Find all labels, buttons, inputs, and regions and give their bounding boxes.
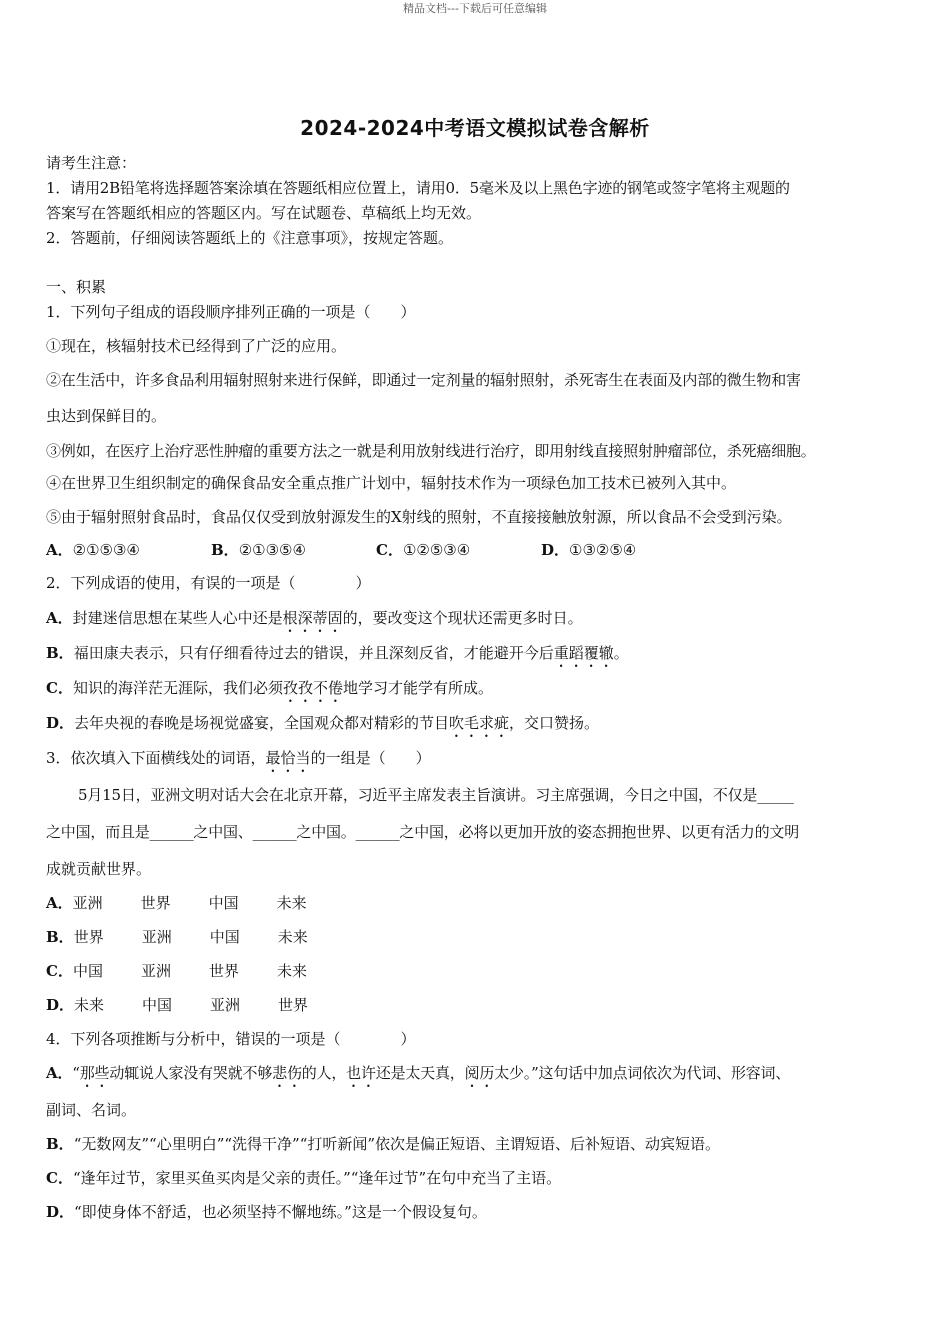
section-heading: 一、积累 — [46, 278, 107, 296]
q4-option-d[interactable] — [46, 1201, 916, 1222]
q4-stem: 4．下列各项推断与分析中，错误的一项是（ ） — [46, 1030, 416, 1048]
q1-sentence-5: ⑤由于辐射照射食品时，食品仅仅受到放射源发生的X射线的照射，不直接接触放射源，所以食品不会受到污染。 — [46, 508, 792, 526]
q4-option-a[interactable] — [46, 1062, 916, 1091]
notice-line-1a: 1．请用2B铅笔将选择题答案涂填在答题纸相应位置上，请用0．5毫米及以上黑色字迹的钢笔或签字笔将主观题的 — [46, 179, 790, 197]
q3-option-a[interactable] — [46, 892, 916, 913]
option-text-post: ，交口赞扬。 — [509, 714, 600, 732]
option-letter: C． — [376, 541, 403, 559]
dotted-idiom: 根深蒂固 — [282, 609, 343, 627]
header-watermark: 精品文档---下载后可任意编辑 — [403, 2, 547, 15]
option-text-pre: 封建迷信思想在某些人心中还是 — [72, 609, 283, 627]
text-part: “ — [72, 1064, 80, 1082]
q2-option-a[interactable] — [46, 607, 916, 636]
q1-option-b[interactable] — [211, 539, 376, 560]
option-letter: C． — [46, 679, 73, 697]
option-word: 世界 — [278, 996, 309, 1014]
option-word: 世界 — [140, 894, 171, 912]
option-text: ②①③⑤④ — [238, 541, 306, 559]
option-text: ①③②⑤④ — [569, 541, 637, 559]
option-text-post: 的，要改变这个现状还需更多时日。 — [342, 609, 583, 627]
notice-line-1b: 答案写在答题纸相应的答题区内。写在试题卷、草稿纸上均无效。 — [46, 204, 482, 222]
page-title: 2024-2024中考语文模拟试卷含解析 — [300, 116, 650, 140]
dotted-word: 那些 — [79, 1064, 110, 1082]
option-word: 中国 — [208, 894, 239, 912]
option-letter: D． — [46, 714, 75, 732]
stem-dotted: 最恰当 — [265, 749, 311, 767]
option-word: 中国 — [142, 996, 173, 1014]
option-word: 中国 — [72, 962, 103, 980]
q1-option-d[interactable] — [541, 539, 706, 560]
q2-option-c[interactable] — [46, 677, 916, 706]
q4-option-b[interactable] — [46, 1133, 916, 1154]
q2-option-b[interactable] — [46, 642, 916, 671]
q3-stem — [46, 747, 916, 776]
option-word: 亚洲 — [72, 894, 103, 912]
text-part: 的人， — [301, 1064, 347, 1082]
option-word: 世界 — [208, 962, 239, 980]
q1-sentence-3: ③例如，在医疗上治疗恶性肿瘤的重要方法之一就是利用放射线进行治疗，即用射线直接照射肿瘤部位，杀死癌细胞。 — [46, 442, 816, 460]
option-word: 未来 — [276, 962, 307, 980]
option-letter: D． — [46, 1203, 75, 1221]
q2-stem: 2．下列成语的使用，有误的一项是（ ） — [46, 574, 371, 592]
option-text-post: 。 — [613, 644, 629, 662]
dotted-idiom: 重蹈覆辙 — [553, 644, 614, 662]
q1-option-c[interactable] — [376, 539, 541, 560]
option-text-pre: 知识的海洋茫无涯际，我们必须 — [72, 679, 283, 697]
q1-sentence-4: ④在世界卫生组织制定的确保食品安全重点推广计划中，辐射技术作为一项绿色加工技术已被列入其中。 — [46, 474, 737, 492]
option-text-pre: 去年央视的春晚是场视觉盛宴，全国观众都对精彩的节目 — [74, 714, 450, 732]
dotted-idiom: 吹毛求疵 — [449, 714, 510, 732]
option-text: ①②⑤③④ — [402, 541, 471, 559]
option-letter: B． — [46, 644, 74, 662]
option-text: “无数网友”“心里明白”“洗得干净”“打听新闻”依次是偏正短语、主谓短语、后补短语、动宾短语。 — [73, 1135, 721, 1153]
q1-option-a[interactable] — [46, 539, 211, 560]
stem-pre: 3．依次填入下面横线处的词语， — [46, 749, 266, 767]
q3-passage-line-3: 成就贡献世界。 — [46, 860, 152, 878]
notice-heading: 请考生注意： — [46, 154, 137, 172]
q3-option-b[interactable] — [46, 926, 916, 947]
q2-option-d[interactable] — [46, 712, 916, 741]
q1-options — [46, 539, 916, 560]
q3-passage-line-1: 5月15日，亚洲文明对话大会在北京开幕，习近平主席发表主旨演讲。习主席强调，今日之中国，不仅是_____ — [78, 786, 794, 804]
option-letter: A． — [46, 609, 73, 627]
option-text-post: 地学习才能学有所成。 — [342, 679, 493, 697]
stem-post: 的一组是（ ） — [310, 749, 431, 767]
dotted-word: 也许 — [346, 1064, 376, 1082]
q3-passage-line-2: 之中国，而且是______之中国、______之中国。______之中国，必将以更加开放的姿态拥抱世界、以更有活力的文明 — [46, 823, 800, 841]
q3-option-c[interactable] — [46, 960, 916, 981]
text-part: 还是太天真， — [375, 1064, 465, 1082]
q1-stem: 1．下列句子组成的语段顺序排列正确的一项是（ ） — [46, 303, 416, 321]
q4-option-c[interactable] — [46, 1167, 916, 1188]
q1-sentence-2a: ②在生活中，许多食品利用辐射照射来进行保鲜，即通过一定剂量的辐射照射，杀死寄生在表面及内部的微生物和害 — [46, 371, 801, 389]
option-word: 未来 — [276, 894, 307, 912]
option-text: ②①⑤③④ — [72, 541, 140, 559]
option-word: 亚洲 — [210, 996, 241, 1014]
q1-sentence-2b: 虫达到保鲜目的。 — [46, 407, 167, 425]
dotted-word: 阅历 — [464, 1064, 495, 1082]
option-word: 未来 — [74, 996, 105, 1014]
option-letter: A． — [46, 1064, 73, 1082]
notice-line-2: 2．答题前，仔细阅读答题纸上的《注意事项》，按规定答题。 — [46, 229, 454, 247]
option-word: 亚洲 — [141, 928, 172, 946]
option-letter: C． — [46, 1169, 73, 1187]
option-letter: D． — [541, 541, 570, 559]
option-letter: C． — [46, 962, 73, 980]
option-word: 中国 — [209, 928, 240, 946]
option-letter: A． — [46, 894, 73, 912]
option-letter: B． — [46, 928, 74, 946]
text-part: 太少。”这句话中加点词依次为代词、形容词、 — [494, 1064, 791, 1082]
dotted-idiom: 孜孜不倦 — [282, 679, 343, 697]
option-letter: B． — [211, 541, 239, 559]
option-letter: D． — [46, 996, 75, 1014]
option-letter: A． — [46, 541, 73, 559]
option-letter: B． — [46, 1135, 74, 1153]
text-part: 动辄说人家没有哭就不够 — [109, 1064, 273, 1082]
option-word: 世界 — [73, 928, 104, 946]
option-word: 亚洲 — [140, 962, 171, 980]
option-text-pre: 福田康夫表示，只有仔细看待过去的错误，并且深刻反省，才能避开今后 — [73, 644, 554, 662]
q4-option-a-continued: 副词、名词。 — [46, 1101, 137, 1119]
option-text: “逢年过节，家里买鱼买肉是父亲的责任。”“逢年过节”在句中充当了主语。 — [72, 1169, 562, 1187]
q3-option-d[interactable] — [46, 994, 916, 1015]
option-word: 未来 — [277, 928, 308, 946]
option-text: “即使身体不舒适，也必须坚持不懈地练。”这是一个假设复句。 — [74, 1203, 487, 1221]
q1-sentence-1: ①现在，核辐射技术已经得到了广泛的应用。 — [46, 337, 347, 355]
dotted-word: 悲伤 — [272, 1064, 302, 1082]
